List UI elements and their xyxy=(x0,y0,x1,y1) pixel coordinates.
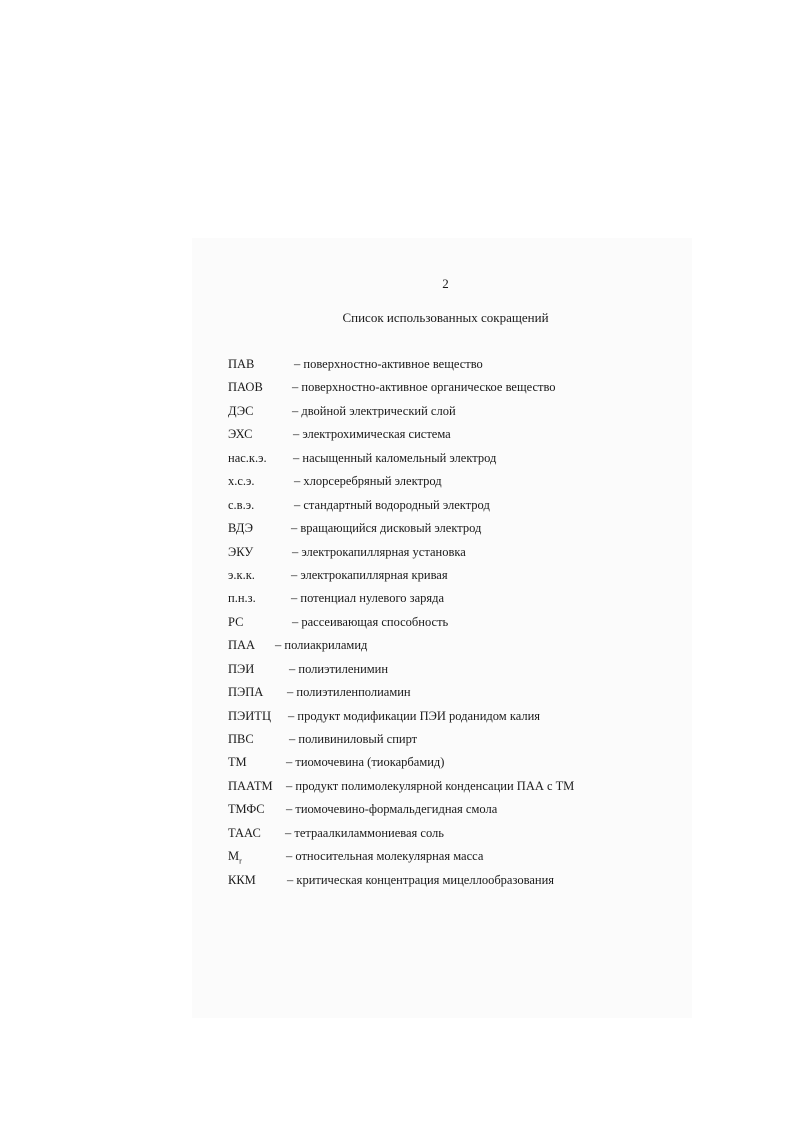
abbreviation-definition: – рассеивающая способность xyxy=(292,613,448,631)
abbreviation-term: $M_r$ xyxy=(228,849,242,866)
abbreviation-definition: – поверхностно-активное вещество xyxy=(294,355,483,373)
abbreviation-term: ЭХС xyxy=(228,427,253,442)
abbreviation-term: ТААС xyxy=(228,825,261,840)
abbreviation-definition: – стандартный водородный электрод xyxy=(294,496,490,514)
abbreviation-row xyxy=(228,707,648,730)
abbreviation-row xyxy=(228,543,648,566)
abbreviation-row xyxy=(228,402,648,425)
abbreviation-term: ВДЭ xyxy=(228,521,253,536)
abbreviation-definition: – поливиниловый спирт xyxy=(289,730,417,748)
abbreviation-term: ПАОВ xyxy=(228,380,263,395)
page-title: Список использованных сокращений xyxy=(342,310,549,325)
abbreviation-term: ККМ xyxy=(228,872,256,887)
abbreviation-term: нас.к.э. xyxy=(228,450,267,465)
abbreviation-row xyxy=(228,472,648,495)
page-number: 2 xyxy=(442,276,449,291)
abbreviation-definition: – полиэтиленимин xyxy=(289,660,388,678)
abbreviation-definition: – электрохимическая система xyxy=(293,425,451,443)
abbreviation-row xyxy=(228,847,648,870)
abbreviation-definition: – электрокапиллярная кривая xyxy=(291,566,448,584)
abbreviation-definition: – критическая концентрация мицеллообразования xyxy=(287,871,554,889)
abbreviation-term: ПЭПА xyxy=(228,685,264,700)
abbreviation-term: ПВС xyxy=(228,732,254,746)
abbreviation-term: ДЭС xyxy=(228,403,254,418)
abbreviation-row xyxy=(228,683,648,706)
abbreviation-row xyxy=(228,777,648,800)
abbreviation-definition: – электрокапиллярная установка xyxy=(292,543,466,561)
abbreviation-term: ПАВ xyxy=(228,357,255,371)
abbreviation-row xyxy=(228,730,648,753)
abbreviation-definition: – продукт модификации ПЭИ роданидом калия xyxy=(288,707,540,725)
abbreviation-row xyxy=(228,613,648,636)
abbreviation-row xyxy=(228,589,648,612)
abbreviation-term: ПААТМ xyxy=(228,778,273,793)
abbreviation-list xyxy=(228,355,648,894)
abbreviation-definition: – тиомочевино-формальдегидная смола xyxy=(286,800,497,818)
abbreviation-row xyxy=(228,355,648,378)
abbreviation-row xyxy=(228,871,648,894)
abbreviation-term: с.в.э. xyxy=(228,497,255,512)
abbreviation-row xyxy=(228,800,648,823)
abbreviation-definition: – полиэтиленполиамин xyxy=(287,683,411,701)
abbreviation-definition: – тиомочевина (тиокарбамид) xyxy=(286,753,444,771)
abbreviation-term: х.с.э. xyxy=(228,474,255,489)
abbreviation-term: ТМ xyxy=(228,755,247,770)
abbreviation-row xyxy=(228,660,648,683)
abbreviation-row xyxy=(228,753,648,776)
abbreviation-row xyxy=(228,636,648,659)
abbreviation-row xyxy=(228,496,648,519)
abbreviation-term: ПЭИ xyxy=(228,661,255,676)
abbreviation-definition: – хлорсеребряный электрод xyxy=(294,472,442,490)
abbreviation-row xyxy=(228,566,648,589)
abbreviation-term: ЭКУ xyxy=(228,544,254,559)
abbreviation-term: ПЭИТЦ xyxy=(228,708,271,723)
abbreviation-definition: – насыщенный каломельный электрод xyxy=(293,449,496,467)
abbreviation-definition: – тетраалкиламмониевая соль xyxy=(285,824,444,842)
abbreviation-definition: – двойной электрический слой xyxy=(292,402,456,420)
abbreviation-definition: – поверхностно-активное органическое вещество xyxy=(292,378,556,396)
abbreviation-row xyxy=(228,449,648,472)
abbreviation-term: ТМФС xyxy=(228,802,265,817)
abbreviation-row xyxy=(228,824,648,847)
abbreviation-row xyxy=(228,425,648,448)
abbreviation-definition: – относительная молекулярная масса xyxy=(286,847,483,865)
abbreviation-definition: – полиакриламид xyxy=(275,636,367,654)
abbreviation-row xyxy=(228,519,648,542)
abbreviation-definition: – вращающийся дисковый электрод xyxy=(291,519,481,537)
abbreviation-term: э.к.к. xyxy=(228,567,255,582)
abbreviation-term: ПАА xyxy=(228,638,256,653)
abbreviation-row xyxy=(228,378,648,401)
abbreviation-definition: – потенциал нулевого заряда xyxy=(291,589,444,607)
abbreviation-term: п.н.з. xyxy=(228,591,256,606)
abbreviation-term: РС xyxy=(228,614,244,629)
abbreviation-definition: – продукт полимолекулярной конденсации ПАА с ТМ xyxy=(286,777,574,795)
